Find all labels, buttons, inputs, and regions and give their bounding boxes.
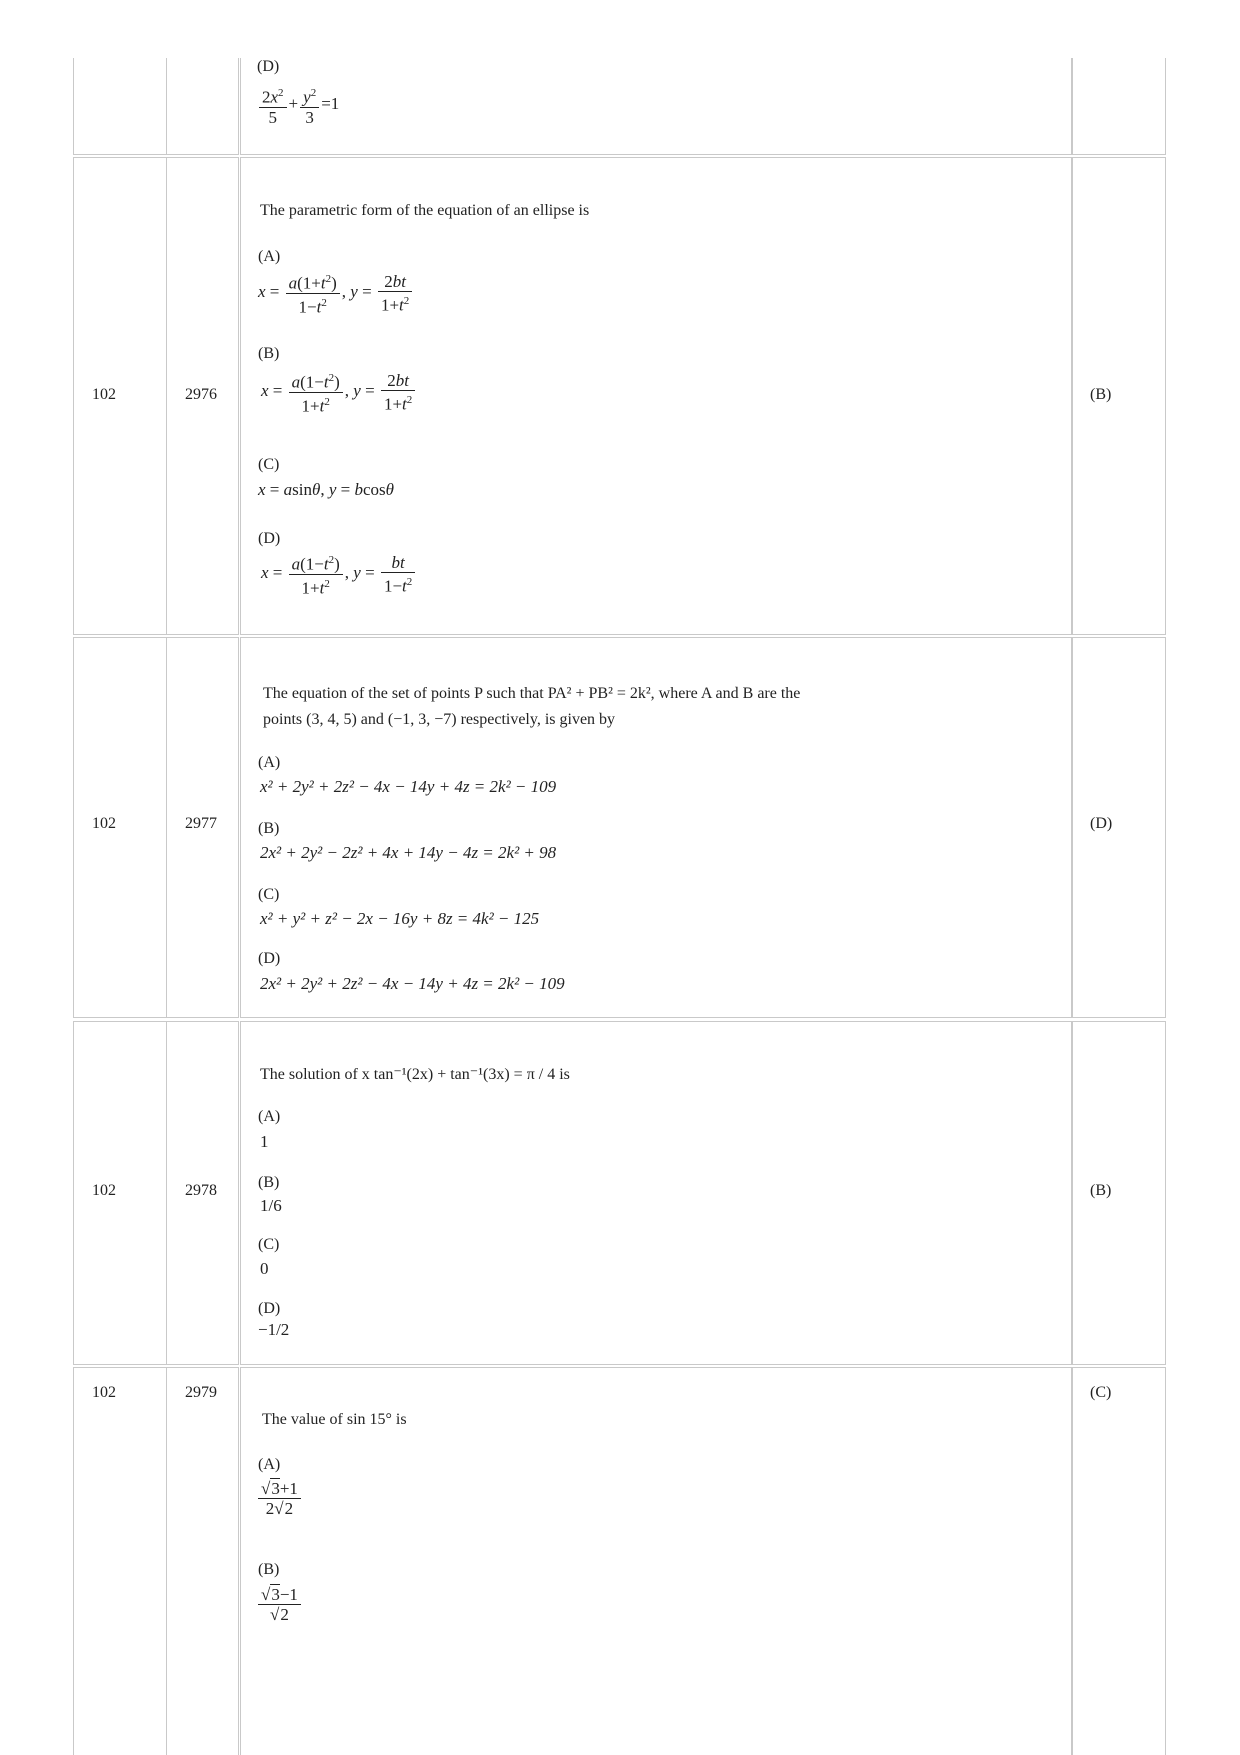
option-label: (D)	[258, 1300, 281, 1317]
option-equation: 2x² + 2y² − 2z² + 4x + 14y − 4z = 2k² + 98	[260, 843, 557, 862]
subject-code: 102	[92, 815, 116, 832]
option-label: (A)	[258, 1456, 281, 1473]
option-value: 1/6	[260, 1196, 282, 1215]
table-cell-question	[240, 157, 1072, 635]
option-equation: $\frac{2x^2}{5}$ + $\frac{y^2}{3}$ =1	[257, 84, 339, 127]
table-cell-answer	[1072, 58, 1166, 155]
option-equation: x = asinθ, y = bcosθ	[258, 480, 395, 499]
subject-code: 102	[92, 1384, 116, 1401]
option-label: (C)	[258, 886, 280, 903]
option-label: (A)	[258, 754, 281, 771]
option-label: (C)	[258, 456, 280, 473]
table-cell-id	[166, 58, 239, 155]
option-equation: $\frac{√3+1}{2√2}$	[256, 1479, 303, 1518]
option-label: (C)	[258, 1236, 280, 1253]
question-text-line-1: The equation of the set of points P such that PA² + PB² = 2k², where A and B are the	[263, 685, 801, 702]
table-cell-id	[166, 637, 239, 1018]
table-cell-id	[166, 1021, 239, 1365]
question-id: 2977	[185, 815, 217, 832]
table-cell-question	[240, 1021, 1072, 1365]
question-text: The parametric form of the equation of an ellipse is	[260, 202, 590, 219]
answer-key: (C)	[1090, 1384, 1112, 1401]
table-cell-subject	[73, 58, 167, 155]
option-label: (D)	[258, 950, 281, 967]
option-value: 1	[260, 1132, 269, 1151]
table-cell-question	[240, 58, 1072, 155]
option-equation: x² + 2y² + 2z² − 4x − 14y + 4z = 2k² − 109	[260, 777, 557, 796]
table-cell-answer	[1072, 157, 1166, 635]
question-id: 2979	[185, 1384, 217, 1401]
table-cell-id	[166, 157, 239, 635]
answer-key: (B)	[1090, 386, 1112, 403]
option-equation: 2x² + 2y² + 2z² − 4x − 14y + 4z = 2k² − 109	[260, 974, 565, 993]
option-equation: $\frac{√3-1}{√2}$	[256, 1585, 303, 1624]
option-value: −1/2	[258, 1320, 290, 1339]
option-equation: x = $\frac{a(1-t^2)}{1+t^2}$ , y = $\frac{2bt}{1+t^2}$	[261, 369, 417, 415]
option-value: 0	[260, 1259, 269, 1278]
table-cell-subject	[73, 157, 167, 635]
table-cell-subject	[73, 1367, 167, 1755]
table-cell-id	[166, 1367, 239, 1755]
option-label: (B)	[258, 1174, 280, 1191]
answer-key: (B)	[1090, 1182, 1112, 1199]
table-cell-answer	[1072, 1367, 1166, 1755]
option-label: (B)	[258, 1561, 280, 1578]
answer-key: (D)	[1090, 815, 1113, 832]
option-equation: x = $\frac{a(1-t^2)}{1+t^2}$ , y = $\frac{bt}{1-t^2}$	[261, 551, 417, 597]
question-id: 2976	[185, 386, 217, 403]
table-cell-question	[240, 637, 1072, 1018]
question-text: The solution of x tan⁻¹(2x) + tan⁻¹(3x) = π / 4 is	[260, 1066, 570, 1083]
option-label: (B)	[258, 345, 280, 362]
table-cell-answer	[1072, 1021, 1166, 1365]
table-cell-answer	[1072, 637, 1166, 1018]
question-id: 2978	[185, 1182, 217, 1199]
table-cell-subject	[73, 1021, 167, 1365]
subject-code: 102	[92, 386, 116, 403]
option-label: (A)	[258, 248, 281, 265]
option-label: (B)	[258, 820, 280, 837]
option-label: (A)	[258, 1108, 281, 1125]
option-equation: x² + y² + z² − 2x − 16y + 8z = 4k² − 125	[260, 909, 540, 928]
option-label: (D)	[258, 530, 281, 547]
table-cell-subject	[73, 637, 167, 1018]
option-label: (D)	[257, 58, 280, 75]
subject-code: 102	[92, 1182, 116, 1199]
question-text: The value of sin 15° is	[262, 1411, 407, 1428]
table-cell-question	[240, 1367, 1072, 1755]
option-equation: x = $\frac{a(1+t^2)}{1-t^2}$ , y = $\frac{2bt}{1+t^2}$	[258, 270, 414, 316]
question-text-line-2: points (3, 4, 5) and (−1, 3, −7) respectively, is given by	[263, 711, 616, 728]
